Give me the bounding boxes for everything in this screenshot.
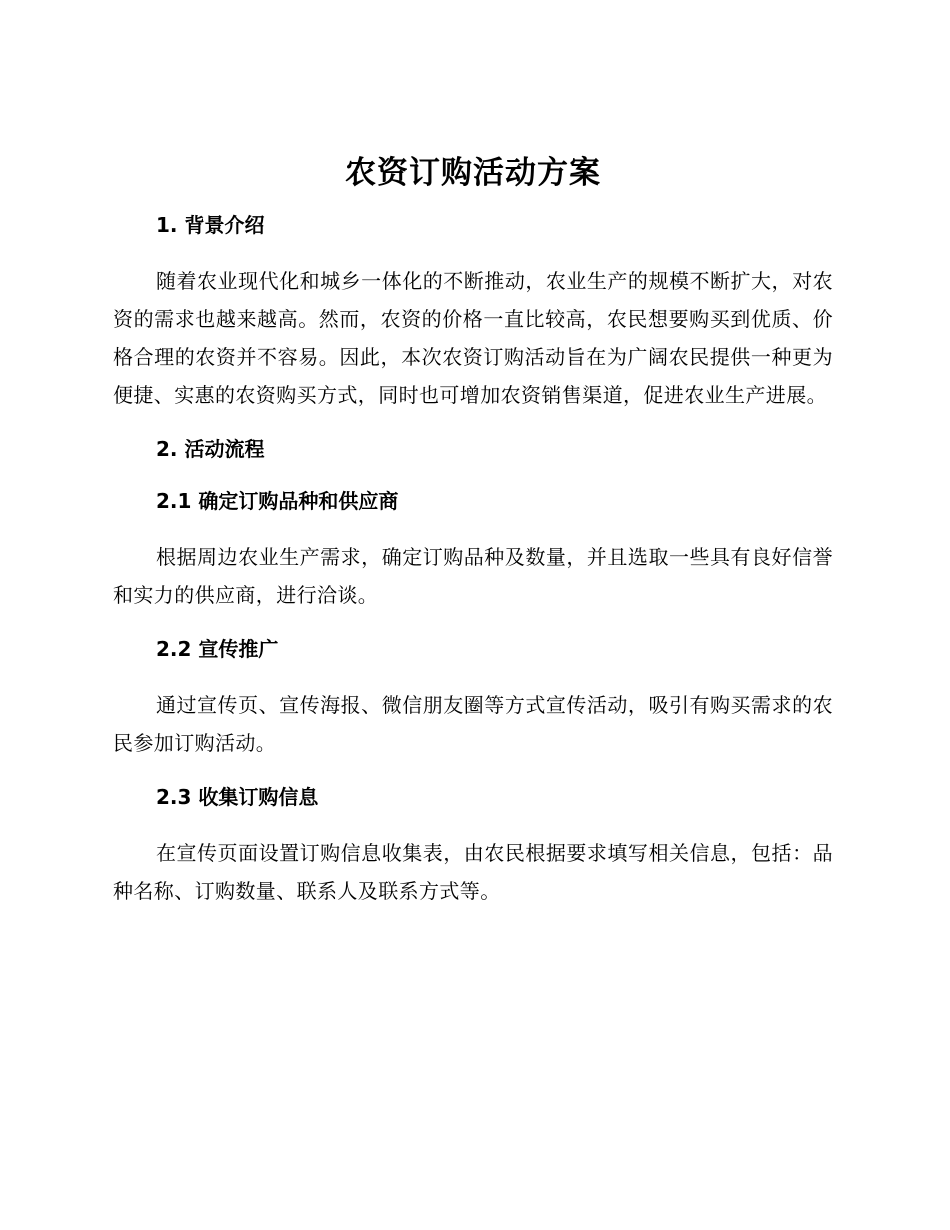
- subsection-heading-confirm-varieties: 2.1 确定订购品种和供应商: [156, 489, 399, 513]
- section-heading-process: 2. 活动流程: [156, 437, 265, 461]
- document-title: 农资订购活动方案: [345, 155, 601, 191]
- section-heading-background: 1. 背景介绍: [156, 213, 265, 237]
- subsection-heading-collect-orders: 2.3 收集订购信息: [156, 785, 319, 809]
- document-body: [113, 150, 833, 930]
- subsection-paragraph-promotion: 通过宣传页、宣传海报、微信朋友圈等方式宣传活动，吸引有购买需求的农民参加订购活动。: [113, 693, 833, 755]
- subsection-heading-promotion: 2.2 宣传推广: [156, 637, 279, 661]
- section-paragraph-background: 随着农业现代化和城乡一体化的不断推动，农业生产的规模不断扩大，对农资的需求也越来越高。然而，农资的价格一直比较高，农民想要购买到优质、价格合理的农资并不容易。因此，本次农资订购活动旨在为广阔农民提供一种更为便捷、实惠的农资购买方式，同时也可增加农资销售渠道，促进农业生产进展。: [113, 269, 833, 407]
- subsection-paragraph-collect-orders: 在宣传页面设置订购信息收集表，由农民根据要求填写相关信息，包括：品种名称、订购数量、联系人及联系方式等。: [113, 841, 833, 903]
- subsection-paragraph-confirm-varieties: 根据周边农业生产需求，确定订购品种及数量，并且选取一些具有良好信誉和实力的供应商，进行洽谈。: [113, 545, 833, 607]
